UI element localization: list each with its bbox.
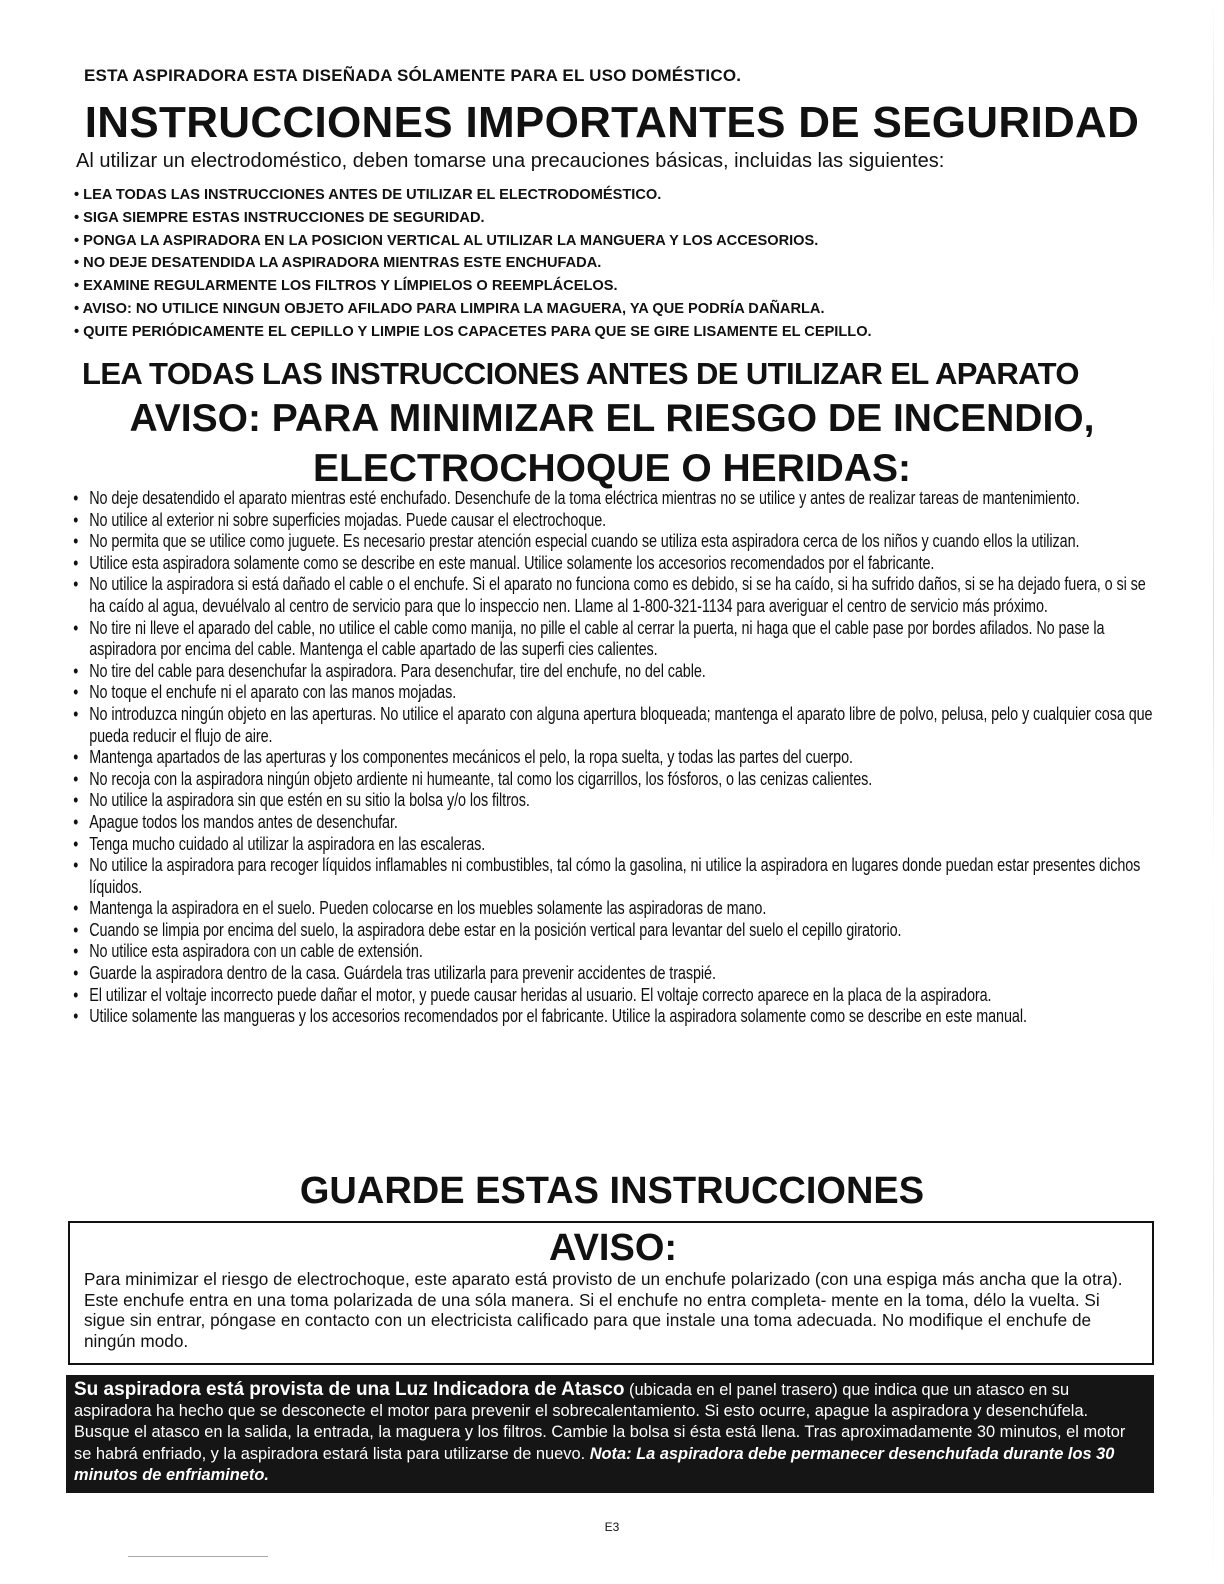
safety-summary-item: • EXAMINE REGULARMENTE LOS FILTROS Y LÍMPIELOS O REEMPLÁCELOS. bbox=[74, 275, 872, 298]
warning-item: • Utilice solamente las mangueras y los accesorios recomendados por el fabricante. Utilice la aspiradora solamente como se describe en este manual. bbox=[70, 1006, 1161, 1028]
warning-item: • Guarde la aspiradora dentro de la casa. Guárdela tras utilizarla para prevenir accidentes de traspié. bbox=[70, 963, 1161, 985]
safety-summary-item: • PONGA LA ASPIRADORA EN LA POSICION VERTICAL AL UTILIZAR LA MANGUERA Y LOS ACCESORIOS. bbox=[74, 230, 872, 253]
safety-summary-item: • LEA TODAS LAS INSTRUCCIONES ANTES DE UTILIZAR EL ELECTRODOMÉSTICO. bbox=[74, 184, 872, 207]
domestic-use-notice: ESTA ASPIRADORA ESTA DISEÑADA SÓLAMENTE PARA EL USO DOMÉSTICO. bbox=[84, 66, 742, 85]
warning-item: • No utilice esta aspiradora con un cable de extensión. bbox=[70, 941, 1161, 963]
warning-item: • No utilice la aspiradora sin que estén en su sitio la bolsa y/o los filtros. bbox=[70, 790, 1161, 812]
safety-summary-list bbox=[74, 184, 872, 344]
warning-heading-line-1: AVISO: PARA MINIMIZAR EL RIESGO DE INCENDIO, bbox=[129, 397, 1095, 440]
clog-notice-body: (ubicada en el panel trasero) que indica que un atasco en su aspiradora ha hecho que se desconecte el motor para prevenir el sobrecalentamiento. Si esto ocurre, apague la aspiradora y desenchúfela. Busque el atasco en la salida, la entrada, la maguera y los filtros. Cambie la bolsa si ésta está llena. Tras aproximadamente 30 minutos, el motor se habrá enfriado, y la aspiradora estará lista para utilizarse de nuevo. bbox=[74, 1381, 1126, 1463]
warning-item: • No utilice al exterior ni sobre superficies mojadas. Puede causar el electrochoque. bbox=[70, 510, 1161, 532]
safety-summary-item: • QUITE PERIÓDICAMENTE EL CEPILLO Y LIMPIE LOS CAPACETES PARA QUE SE GIRE LISAMENTE EL CEPILLO. bbox=[74, 321, 872, 344]
warning-item: • No tire ni lleve el aparado del cable, no utilice el cable como manija, no pille el cable al cerrar la puerta, ni haga que el cable pase por bordes afilados. No pase la aspiradora por encima del cable. Mantenga el cable apartado de las superfi cies calientes. bbox=[70, 618, 1161, 661]
intro-text: Al utilizar un electrodoméstico, deben tomarse una precauciones básicas, incluidas las siguientes: bbox=[76, 150, 945, 172]
warning-item: • No deje desatendido el aparato mientras esté enchufado. Desenchufe de la toma eléctrica mientras no se utilice y antes de realizar tareas de mantenimiento. bbox=[70, 488, 1161, 510]
warning-item: • No tire del cable para desenchufar la aspiradora. Para desenchufar, tire del enchufe, no del cable. bbox=[70, 661, 1161, 683]
warning-item: • Tenga mucho cuidado al utilizar la aspiradora en las escaleras. bbox=[70, 834, 1161, 856]
margin-scan-line bbox=[1213, 0, 1214, 1584]
warning-heading-line-2: ELECTROCHOQUE O HERIDAS: bbox=[312, 447, 912, 490]
warning-item: • No introduzca ningún objeto en las aperturas. No utilice el aparato con alguna apertura bloqueada; mantenga el aparato libre de polvo, pelusa, pelo y cualquier cosa que pueda reducir el flujo de aire. bbox=[70, 704, 1161, 747]
warning-item: • Cuando se limpia por encima del suelo, la aspiradora debe estar en la posición vertical para levantar del suelo el cepillo giratorio. bbox=[70, 920, 1161, 942]
warning-box-title: AVISO: bbox=[548, 1227, 678, 1269]
warning-item: • Mantenga la aspiradora en el suelo. Pueden colocarse en los muebles solamente las aspiradoras de mano. bbox=[70, 898, 1161, 920]
warning-item: • Utilice esta aspiradora solamente como se describe en este manual. Utilice solamente los accesorios recomendados por el fabricante. bbox=[70, 553, 1161, 575]
safety-summary-item: • AVISO: NO UTILICE NINGUN OBJETO AFILADO PARA LIMPIRA LA MAGUERA, YA QUE PODRÍA DAÑARLA. bbox=[74, 298, 872, 321]
polarized-plug-warning-box bbox=[68, 1221, 1154, 1365]
warning-heading bbox=[0, 394, 1224, 494]
warning-item: • No toque el enchufe ni el aparato con las manos mojadas. bbox=[70, 682, 1161, 704]
clog-notice-lead: Su aspiradora está provista de una Luz Indicadora de Atasco bbox=[74, 1379, 625, 1400]
warning-item: • Apague todos los mandos antes de desenchufar. bbox=[70, 812, 1161, 834]
warning-box-text: Para minimizar el riesgo de electrochoque, este aparato está provisto de un enchufe polarizado (con una espiga más ancha que la otra). Este enchufe entra en una toma polarizada de una sóla manera. Si el enchufe no entra completa- mente en la toma, délo la vuelta. Si sigue sin entrar, póngase en contacto con un electricista calificado para que instale una toma adecuada. No modifique el enchufe de ningún modo. bbox=[84, 1269, 1123, 1351]
save-instructions-heading: GUARDE ESTAS INSTRUCCIONES bbox=[299, 1170, 925, 1212]
clog-notice-note: Nota: La aspiradora debe permanecer desenchufada durante los 30 minutos de enfriamineto. bbox=[74, 1444, 1115, 1484]
safety-summary-item: • SIGA SIEMPRE ESTAS INSTRUCCIONES DE SEGURIDAD. bbox=[74, 207, 872, 230]
footer-rule bbox=[128, 1556, 268, 1557]
read-all-heading: LEA TODAS LAS INSTRUCCIONES ANTES DE UTILIZAR EL APARATO bbox=[82, 356, 1079, 391]
warning-item: • No recoja con la aspiradora ningún objeto ardiente ni humeante, tal como los cigarrillos, los fósforos, o las cenizas calientes. bbox=[70, 769, 1161, 791]
safety-summary-item: • NO DEJE DESATENDIDA LA ASPIRADORA MIENTRAS ESTE ENCHUFADA. bbox=[74, 252, 872, 275]
warning-list bbox=[70, 488, 1153, 1028]
warning-item: • Mantenga apartados de las aperturas y los componentes mecánicos el pelo, la ropa suelta, y todas las partes del cuerpo. bbox=[70, 747, 1161, 769]
clog-indicator-notice bbox=[66, 1375, 1154, 1493]
page-number: E3 bbox=[604, 1520, 620, 1534]
page-title: INSTRUCCIONES IMPORTANTES DE SEGURIDAD bbox=[84, 98, 1140, 147]
warning-item: • No utilice la aspiradora para recoger líquidos inflamables ni combustibles, tal cómo la gasolina, ni utilice la aspiradora en lugares donde puedan estar presentes dichos líquidos. bbox=[70, 855, 1161, 898]
warning-item: • No permita que se utilice como juguete. Es necesario prestar atención especial cuando se utiliza esta aspiradora cerca de los niños y cuando ellos la utilizan. bbox=[70, 531, 1161, 553]
warning-item: • No utilice la aspiradora si está dañado el cable o el enchufe. Si el aparato no funciona como es debido, si se ha caído, si ha sufrido daños, si se ha dejado fuera, o si se ha caído al agua, devuélvalo al centro de servicio para que lo inspeccio nen. Llame al 1-800-321-1134 para averiguar el centro de servicio más próximo. bbox=[70, 574, 1161, 617]
warning-item: • El utilizar el voltaje incorrecto puede dañar el motor, y puede causar heridas al usuario. El voltaje correcto aparece en la placa de la aspiradora. bbox=[70, 985, 1161, 1007]
